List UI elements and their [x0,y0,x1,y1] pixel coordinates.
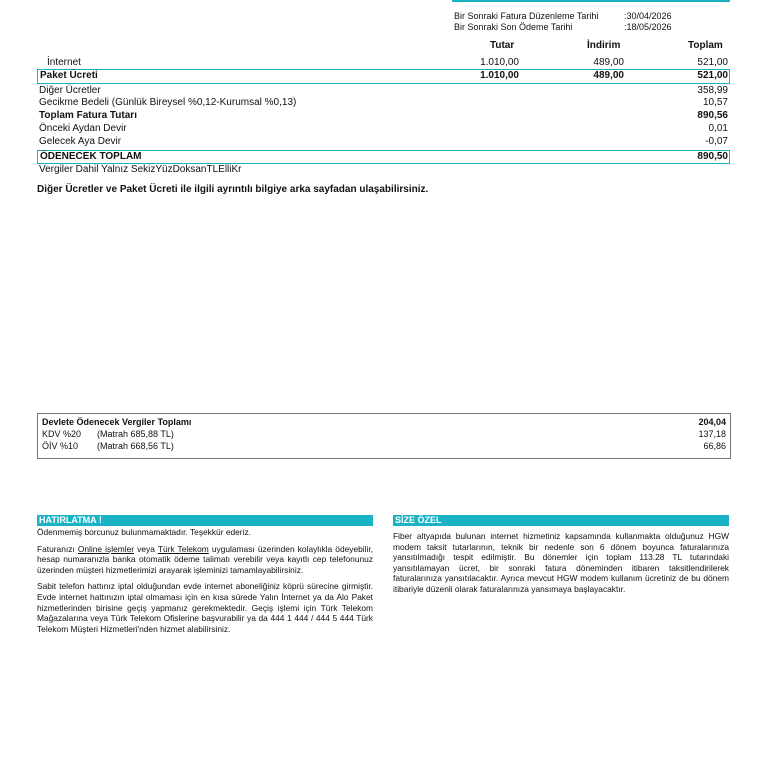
next-issue-date-label: Bir Sonraki Fatura Düzenleme Tarihi [454,11,599,21]
tax-title-value: 204,04 [698,417,726,427]
special-title: SİZE ÖZEL [393,515,729,526]
other-fees-total: 358,99 [697,85,728,96]
header-discount: İndirim [587,40,621,51]
kdv-base: (Matrah 685,88 TL) [97,429,174,439]
internet-label: İnternet [47,57,81,68]
payable-value: 890,50 [697,151,728,162]
invoice-total-label: Toplam Fatura Tutarı [39,110,137,121]
prev-carry-label: Önceki Aydan Devir [39,123,127,134]
next-carry-value: -0,07 [705,136,728,147]
next-issue-date-value: :30/04/2026 [624,11,672,21]
oiv-base: (Matrah 668,56 TL) [97,441,174,451]
row-payable-total [37,150,730,164]
top-accent-line [452,0,730,2]
tax-oiv-row [42,441,726,452]
oiv-value: 66,86 [703,441,726,451]
oiv-label: ÖİV %10 [42,441,79,451]
row-internet [37,57,730,69]
package-discount: 489,00 [593,70,624,81]
amount-in-words: Vergiler Dahil Yalnız SekizYüzDoksanTLElliKr [39,164,242,175]
kdv-label: KDV %20 [42,429,82,439]
kdv-value: 137,18 [698,429,726,439]
internet-amount: 1.010,00 [480,57,519,68]
next-dates-block [454,11,672,33]
reminder-payment-paragraph [37,544,373,576]
internet-total: 521,00 [697,57,728,68]
reminder-line-cancel-paragraph: Sabit telefon hattınız iptal olduğundan evde internet aboneliğiniz köprü sürecine girmiştir. Evde internet hattınızın iptal olmaması için en kısa sürede Yalın İnternet ya da Alo Paket hizmetlerinden birisine geçiş yapmanız gerekmektedir. Geçiş işlemi için Türk Telekom Mağazalarına veya Türk Telekom Ofislerine başvurabilir ya da 444 1 444 / 444 5 444 Türk Telekom Müşteri Hizmetleri'nden hizmet alabilirsiniz. [37,581,373,634]
row-next-carry [37,136,730,148]
reminder-section [37,515,373,640]
prev-carry-value: 0,01 [708,123,728,134]
package-total: 521,00 [697,70,728,81]
tax-summary-box [37,413,731,459]
row-invoice-total [37,110,730,122]
row-late-fee [37,97,730,109]
tax-kdv-row [42,429,726,440]
next-carry-label: Gelecek Aya Devir [39,136,122,147]
package-amount: 1.010,00 [480,70,519,81]
back-page-note: Diğer Ücretler ve Paket Ücreti ile ilgili ayrıntılı bilgiye arka sayfadan ulaşabilirsiniz. [37,184,429,195]
reminder-title: HATIRLATMA ! [37,515,373,526]
header-total: Toplam [688,40,723,51]
row-amount-in-words [37,164,730,176]
row-prev-carry [37,123,730,135]
reminder-p2-a: Faturanızı [37,543,78,554]
online-transactions-link[interactable]: Online işlemler [77,543,135,554]
reminder-line1: Ödenmemiş borcunuz bulunmamaktadır. Teşekkür ederiz. [37,527,251,537]
row-package-fee [37,69,730,84]
next-due-date-label: Bir Sonraki Son Ödeme Tarihi [454,22,573,32]
reminder-p2-c: uygulaması üzerinden kolaylıkla ödeyebilir, hesap numaranızla banka otomatik ödeme talimatı verebilir veya kayıtlı cep telefonunuz üzerinden müşteri hizmetlerimizi arayarak işleminizi tamamlayabilirsiniz. [37,543,374,575]
special-section [393,515,729,601]
invoice-total-value: 890,56 [697,110,728,121]
reminder-p2-b: veya [134,543,158,554]
special-paragraph: Fiber altyapıda bulunan internet hizmetiniz kapsamında kullanmakta olduğunuz HGW modem taksit tutarlarının, teknik bir nedenle son 6 dönem boyunca faturalarınıza yansıtılmadığı tespit edilmiştir. Bu dönemler için toplam 113.28 TL tutarındaki yansıtılamayan ücret, bir sonraki fatura döneminden itibaren taksitlendirilerek faturalarınıza yansıtılacaktır. Ayrıca mevcut HGW modem kullanım ücretiniz de bu dönem itibariyle düzenli olarak faturalarınıza yansımaya başlayacaktır. [393,531,729,594]
tax-title: Devlete Ödenecek Vergiler Toplamı [42,417,192,427]
payable-label: ÖDENECEK TOPLAM [40,151,142,162]
internet-discount: 489,00 [593,57,624,68]
tax-title-row [42,417,726,428]
late-fee-total: 10,57 [702,97,728,108]
header-amount: Tutar [490,40,515,51]
other-fees-label: Diğer Ücretler [39,85,101,96]
package-label: Paket Ücreti [40,70,98,81]
next-due-date-value: :18/05/2026 [624,22,672,32]
row-other-fees [37,85,730,97]
late-fee-label: Gecikme Bedeli (Günlük Bireysel %0,12-Kurumsal %0,13) [39,97,297,108]
turk-telekom-link[interactable]: Türk Telekom [157,543,209,554]
